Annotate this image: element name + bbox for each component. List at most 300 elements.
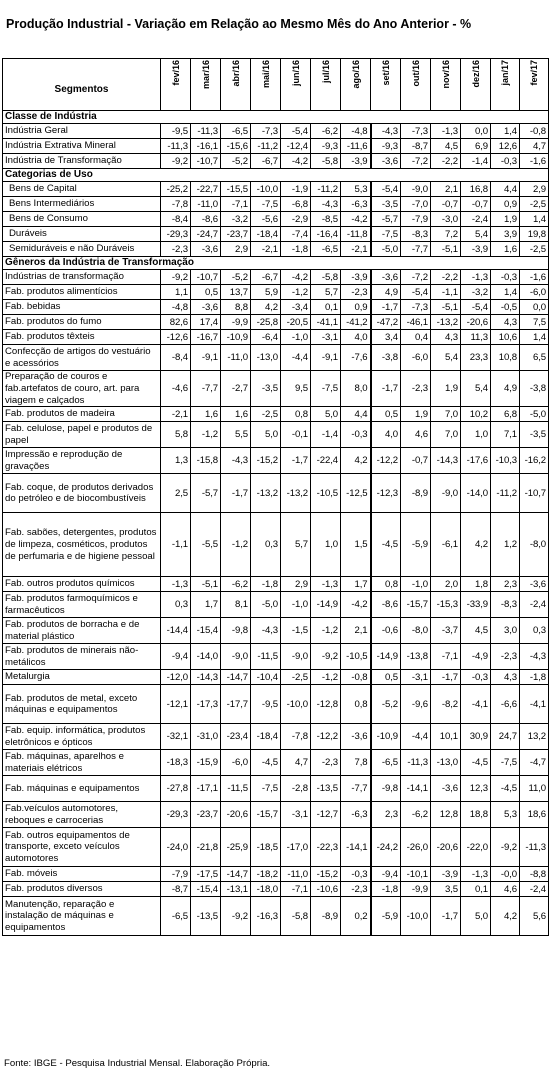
value-cell: 1,4 — [520, 330, 549, 345]
value-cell: -2,2 — [431, 270, 461, 285]
value-cell: -7,9 — [161, 867, 191, 882]
value-cell: -7,5 — [251, 197, 281, 212]
table-row — [3, 577, 549, 592]
value-cell: -1,2 — [221, 513, 251, 577]
value-cell: -7,2 — [401, 270, 431, 285]
value-cell: -11,8 — [341, 227, 371, 242]
month-header — [191, 59, 221, 111]
value-cell: 5,0 — [311, 407, 341, 422]
month-header — [401, 59, 431, 111]
value-cell: -12,0 — [161, 670, 191, 685]
table-row — [3, 670, 549, 685]
value-cell: -13,5 — [191, 897, 221, 936]
value-cell: -12,2 — [371, 448, 401, 474]
table-row — [3, 227, 549, 242]
segment-label: Bens Intermediários — [3, 197, 161, 212]
value-cell: -0,5 — [491, 300, 520, 315]
value-cell: -8,7 — [161, 882, 191, 897]
value-cell: -0,7 — [461, 197, 491, 212]
value-cell: -13,5 — [311, 776, 341, 802]
month-label: jan/17 — [500, 60, 510, 86]
table-row — [3, 867, 549, 882]
segment-label: Fab. outros equipamentos de transporte, exceto veículos automotores — [3, 828, 161, 867]
month-label: dez/16 — [470, 60, 481, 88]
value-cell: 4,4 — [341, 407, 371, 422]
value-cell: 4,9 — [371, 285, 401, 300]
value-cell: 3,0 — [491, 618, 520, 644]
value-cell: -4,5 — [371, 513, 401, 577]
value-cell: 9,5 — [281, 371, 311, 407]
value-cell: -6,7 — [251, 270, 281, 285]
value-cell: 4,0 — [371, 422, 401, 448]
value-cell: -2,1 — [251, 242, 281, 257]
value-cell: -10,0 — [251, 182, 281, 197]
table-row — [3, 197, 549, 212]
value-cell: 2,9 — [221, 242, 251, 257]
value-cell: -7,1 — [431, 644, 461, 670]
value-cell: -7,5 — [371, 227, 401, 242]
value-cell: 8,0 — [341, 371, 371, 407]
header-row — [3, 59, 549, 111]
segment-label: Semiduráveis e não Duráveis — [3, 242, 161, 257]
value-cell: -4,7 — [520, 750, 549, 776]
value-cell: -15,4 — [191, 882, 221, 897]
value-cell: -4,6 — [161, 371, 191, 407]
value-cell: 2,3 — [491, 577, 520, 592]
value-cell: -3,6 — [371, 270, 401, 285]
table-row — [3, 270, 549, 285]
value-cell: 4,6 — [491, 882, 520, 897]
value-cell: -24,2 — [371, 828, 401, 867]
value-cell: 1,4 — [520, 212, 549, 227]
value-cell: 1,4 — [491, 285, 520, 300]
value-cell: -3,6 — [431, 776, 461, 802]
value-cell: -9,2 — [491, 828, 520, 867]
value-cell: -2,4 — [461, 212, 491, 227]
value-cell: -1,7 — [431, 670, 461, 685]
value-cell: 0,2 — [341, 897, 371, 936]
segment-label: Duráveis — [3, 227, 161, 242]
value-cell: -10,5 — [311, 474, 341, 513]
table-row — [3, 592, 549, 618]
month-header — [161, 59, 191, 111]
value-cell: -1,7 — [371, 371, 401, 407]
value-cell: 1,0 — [461, 422, 491, 448]
value-cell: -9,3 — [311, 139, 341, 154]
value-cell: -4,2 — [281, 270, 311, 285]
value-cell: -3,8 — [520, 371, 549, 407]
value-cell: 8,8 — [221, 300, 251, 315]
value-cell: -9,2 — [161, 154, 191, 169]
value-cell: -10,7 — [520, 474, 549, 513]
value-cell: -33,9 — [461, 592, 491, 618]
value-cell: -1,0 — [401, 577, 431, 592]
table-row — [3, 644, 549, 670]
table-row — [3, 345, 549, 371]
value-cell: -3,4 — [281, 300, 311, 315]
value-cell: -6,8 — [281, 197, 311, 212]
value-cell: -32,1 — [161, 724, 191, 750]
value-cell: 5,7 — [281, 513, 311, 577]
value-cell: -12,1 — [161, 685, 191, 724]
value-cell: -1,5 — [281, 618, 311, 644]
value-cell: -6,0 — [520, 285, 549, 300]
value-cell: -5,9 — [371, 897, 401, 936]
value-cell: 82,6 — [161, 315, 191, 330]
value-cell: -1,6 — [520, 154, 549, 169]
value-cell: 12,8 — [431, 802, 461, 828]
value-cell: 5,3 — [491, 802, 520, 828]
table-row — [3, 315, 549, 330]
value-cell: -4,5 — [491, 776, 520, 802]
value-cell: 4,2 — [251, 300, 281, 315]
value-cell: -15,7 — [401, 592, 431, 618]
value-cell: -1,2 — [191, 422, 221, 448]
value-cell: 10,1 — [431, 724, 461, 750]
value-cell: -13,2 — [281, 474, 311, 513]
value-cell: -7,2 — [401, 154, 431, 169]
value-cell: -9,3 — [371, 139, 401, 154]
value-cell: -12,2 — [311, 724, 341, 750]
value-cell: -12,8 — [311, 685, 341, 724]
month-label: ago/16 — [350, 60, 361, 89]
value-cell: -6,4 — [251, 330, 281, 345]
table-row — [3, 618, 549, 644]
value-cell: -6,7 — [251, 154, 281, 169]
value-cell: -3,5 — [371, 197, 401, 212]
month-label: mar/16 — [200, 60, 211, 90]
segment-label: Fab. produtos alimentícios — [3, 285, 161, 300]
value-cell: 1,9 — [401, 407, 431, 422]
value-cell: -8,4 — [161, 212, 191, 227]
month-header — [371, 59, 401, 111]
value-cell: 2,5 — [161, 474, 191, 513]
value-cell: -5,8 — [311, 154, 341, 169]
table-row — [3, 474, 549, 513]
value-cell: -5,4 — [371, 182, 401, 197]
value-cell: -7,1 — [281, 882, 311, 897]
segment-label: Fab. máquinas, aparelhos e materiais elétricos — [3, 750, 161, 776]
value-cell: -4,4 — [281, 345, 311, 371]
value-cell: -0,3 — [491, 270, 520, 285]
table-row — [3, 285, 549, 300]
value-cell: -16,1 — [191, 139, 221, 154]
value-cell: -1,2 — [281, 285, 311, 300]
value-cell: -3,9 — [341, 270, 371, 285]
value-cell: 1,7 — [191, 592, 221, 618]
value-cell: -2,9 — [281, 212, 311, 227]
value-cell: -41,1 — [311, 315, 341, 330]
value-cell: -2,2 — [431, 154, 461, 169]
value-cell: -11,6 — [341, 139, 371, 154]
value-cell: -5,8 — [281, 897, 311, 936]
value-cell: -5,9 — [401, 513, 431, 577]
value-cell: 1,6 — [191, 407, 221, 422]
value-cell: 4,0 — [341, 330, 371, 345]
segment-label: Impressão e reprodução de gravações — [3, 448, 161, 474]
value-cell: 6,9 — [461, 139, 491, 154]
value-cell: 2,0 — [431, 577, 461, 592]
value-cell: -13,0 — [251, 345, 281, 371]
value-cell: -18,4 — [251, 724, 281, 750]
value-cell: -14,9 — [311, 592, 341, 618]
table-row — [3, 330, 549, 345]
segment-label: Fab. coque, de produtos derivados do petróleo e de biocombustíveis — [3, 474, 161, 513]
value-cell: 5,9 — [251, 285, 281, 300]
value-cell: 2,9 — [520, 182, 549, 197]
value-cell: -17,1 — [191, 776, 221, 802]
value-cell: -6,0 — [221, 750, 251, 776]
value-cell: -2,5 — [251, 407, 281, 422]
value-cell: -41,2 — [341, 315, 371, 330]
table-row — [3, 407, 549, 422]
value-cell: -6,0 — [401, 345, 431, 371]
value-cell: 13,7 — [221, 285, 251, 300]
value-cell: -8,9 — [401, 474, 431, 513]
value-cell: -1,3 — [461, 867, 491, 882]
value-cell: -2,3 — [491, 644, 520, 670]
value-cell: -1,2 — [311, 618, 341, 644]
value-cell: 3,5 — [431, 882, 461, 897]
value-cell: -6,3 — [341, 197, 371, 212]
value-cell: 10,8 — [491, 345, 520, 371]
value-cell: -7,1 — [221, 197, 251, 212]
value-cell: 7,5 — [520, 315, 549, 330]
value-cell: -16,3 — [251, 897, 281, 936]
value-cell: -2,1 — [161, 407, 191, 422]
value-cell: -3,9 — [431, 867, 461, 882]
segment-label: Manutenção, reparação e instalação de máquinas e equipamentos — [3, 897, 161, 936]
value-cell: -4,4 — [401, 724, 431, 750]
month-header — [251, 59, 281, 111]
value-cell: -5,4 — [461, 300, 491, 315]
value-cell: -7,7 — [341, 776, 371, 802]
value-cell: -1,7 — [371, 300, 401, 315]
value-cell: -1,3 — [431, 124, 461, 139]
value-cell: -27,8 — [161, 776, 191, 802]
value-cell: -1,7 — [221, 474, 251, 513]
value-cell: -3,2 — [221, 212, 251, 227]
value-cell: -15,9 — [191, 750, 221, 776]
table-row — [3, 724, 549, 750]
table-row — [3, 242, 549, 257]
value-cell: -10,3 — [491, 448, 520, 474]
segment-label: Metalurgia — [3, 670, 161, 685]
value-cell: -47,2 — [371, 315, 401, 330]
table-row — [3, 154, 549, 169]
value-cell: -8,4 — [161, 345, 191, 371]
value-cell: -1,7 — [281, 448, 311, 474]
month-header — [461, 59, 491, 111]
value-cell: -4,5 — [251, 750, 281, 776]
month-header — [431, 59, 461, 111]
value-cell: -17,5 — [191, 867, 221, 882]
value-cell: -3,7 — [431, 618, 461, 644]
value-cell: -15,4 — [191, 618, 221, 644]
value-cell: -11,0 — [191, 197, 221, 212]
value-cell: -5,5 — [191, 513, 221, 577]
value-cell: -14,4 — [161, 618, 191, 644]
value-cell: -3,6 — [191, 242, 221, 257]
value-cell: -9,5 — [161, 124, 191, 139]
value-cell: -9,9 — [221, 315, 251, 330]
value-cell: -16,2 — [520, 448, 549, 474]
segment-label: Bens de Capital — [3, 182, 161, 197]
value-cell: -3,1 — [311, 330, 341, 345]
value-cell: -3,2 — [461, 285, 491, 300]
segment-label: Fab. móveis — [3, 867, 161, 882]
segment-label: Indústria de Transformação — [3, 154, 161, 169]
value-cell: -20,6 — [431, 828, 461, 867]
value-cell: 4,7 — [520, 139, 549, 154]
value-cell: -13,8 — [401, 644, 431, 670]
value-cell: 0,1 — [461, 882, 491, 897]
value-cell: -12,7 — [311, 802, 341, 828]
month-header — [221, 59, 251, 111]
value-cell: -17,7 — [221, 685, 251, 724]
value-cell: -2,3 — [311, 750, 341, 776]
section-header-row — [3, 169, 549, 182]
value-cell: -5,0 — [371, 242, 401, 257]
value-cell: -6,5 — [161, 897, 191, 936]
value-cell: 4,2 — [491, 897, 520, 936]
value-cell: -8,0 — [520, 513, 549, 577]
value-cell: 1,3 — [161, 448, 191, 474]
value-cell: -7,6 — [341, 345, 371, 371]
value-cell: -8,7 — [401, 139, 431, 154]
value-cell: -13,2 — [251, 474, 281, 513]
value-cell: -7,5 — [251, 776, 281, 802]
month-label: fev/16 — [170, 60, 181, 86]
value-cell: -5,2 — [221, 154, 251, 169]
month-label: abr/16 — [230, 60, 241, 87]
value-cell: -11,2 — [251, 139, 281, 154]
value-cell: 0,5 — [371, 407, 401, 422]
value-cell: 1,7 — [341, 577, 371, 592]
value-cell: 0,3 — [161, 592, 191, 618]
value-cell: -4,3 — [311, 197, 341, 212]
value-cell: -14,0 — [191, 644, 221, 670]
value-cell: 0,8 — [281, 407, 311, 422]
segment-label: Fab. bebidas — [3, 300, 161, 315]
segment-label: Indústria Extrativa Mineral — [3, 139, 161, 154]
value-cell: -9,4 — [371, 867, 401, 882]
value-cell: -9,8 — [221, 618, 251, 644]
value-cell: -4,1 — [461, 685, 491, 724]
value-cell: -9,0 — [221, 644, 251, 670]
month-label: mai/16 — [260, 60, 271, 89]
value-cell: -0,6 — [371, 618, 401, 644]
value-cell: -0,0 — [491, 867, 520, 882]
table-row — [3, 828, 549, 867]
section-label: Classe de Indústria — [3, 111, 549, 124]
value-cell: -5,0 — [520, 407, 549, 422]
month-label: out/16 — [410, 60, 421, 87]
value-cell: -14,1 — [341, 828, 371, 867]
value-cell: -3,8 — [371, 345, 401, 371]
value-cell: -16,7 — [191, 330, 221, 345]
month-header — [341, 59, 371, 111]
value-cell: -7,7 — [191, 371, 221, 407]
segment-label: Fab. produtos de madeira — [3, 407, 161, 422]
value-cell: -9,0 — [281, 644, 311, 670]
value-cell: 5,4 — [461, 371, 491, 407]
value-cell: 10,2 — [461, 407, 491, 422]
value-cell: -3,9 — [341, 154, 371, 169]
value-cell: -7,3 — [401, 124, 431, 139]
value-cell: -3,0 — [431, 212, 461, 227]
value-cell: -22,7 — [191, 182, 221, 197]
value-cell: 1,0 — [311, 513, 341, 577]
value-cell: -12,3 — [371, 474, 401, 513]
value-cell: -16,4 — [311, 227, 341, 242]
value-cell: -11,2 — [311, 182, 341, 197]
value-cell: 2,9 — [281, 577, 311, 592]
value-cell: 17,4 — [191, 315, 221, 330]
value-cell: -9,2 — [161, 270, 191, 285]
value-cell: -0,3 — [341, 422, 371, 448]
value-cell: -6,2 — [311, 124, 341, 139]
value-cell: -4,3 — [251, 618, 281, 644]
value-cell: -9,8 — [371, 776, 401, 802]
value-cell: 4,6 — [401, 422, 431, 448]
value-cell: -10,9 — [371, 724, 401, 750]
value-cell: -2,3 — [161, 242, 191, 257]
segment-column-header: Segmentos — [3, 59, 161, 111]
value-cell: 4,2 — [461, 513, 491, 577]
value-cell: -12,5 — [341, 474, 371, 513]
value-cell: -0,7 — [401, 448, 431, 474]
value-cell: -5,2 — [371, 685, 401, 724]
value-cell: -10,4 — [251, 670, 281, 685]
value-cell: -13,0 — [431, 750, 461, 776]
table-row — [3, 124, 549, 139]
value-cell: -1,3 — [461, 270, 491, 285]
value-cell: -8,6 — [191, 212, 221, 227]
value-cell: 0,5 — [371, 670, 401, 685]
value-cell: 0,1 — [311, 300, 341, 315]
value-cell: 0,0 — [520, 300, 549, 315]
value-cell: -6,5 — [371, 750, 401, 776]
value-cell: 0,8 — [341, 685, 371, 724]
value-cell: -12,6 — [161, 330, 191, 345]
value-cell: -0,8 — [520, 124, 549, 139]
value-cell: 5,4 — [461, 227, 491, 242]
value-cell: -14,3 — [191, 670, 221, 685]
value-cell: -23,7 — [221, 227, 251, 242]
value-cell: -29,3 — [161, 802, 191, 828]
value-cell: -15,7 — [251, 802, 281, 828]
value-cell: 0,9 — [341, 300, 371, 315]
value-cell: -3,6 — [520, 577, 549, 592]
value-cell: -10,1 — [401, 867, 431, 882]
value-cell: -14,7 — [221, 867, 251, 882]
page-title: Produção Industrial - Variação em Relação ao Mesmo Mês do Ano Anterior - % — [6, 17, 472, 31]
value-cell: -11,5 — [221, 776, 251, 802]
value-cell: 4,2 — [341, 448, 371, 474]
value-cell: -2,1 — [341, 242, 371, 257]
table-row — [3, 448, 549, 474]
value-cell: -2,3 — [401, 371, 431, 407]
segment-label: Bens de Consumo — [3, 212, 161, 227]
segment-label: Fab. produtos farmoquímicos e farmacêuticos — [3, 592, 161, 618]
value-cell: -11,3 — [401, 750, 431, 776]
month-header — [281, 59, 311, 111]
value-cell: -10,7 — [191, 154, 221, 169]
value-cell: 1,6 — [221, 407, 251, 422]
value-cell: 0,3 — [251, 513, 281, 577]
value-cell: -14,0 — [461, 474, 491, 513]
